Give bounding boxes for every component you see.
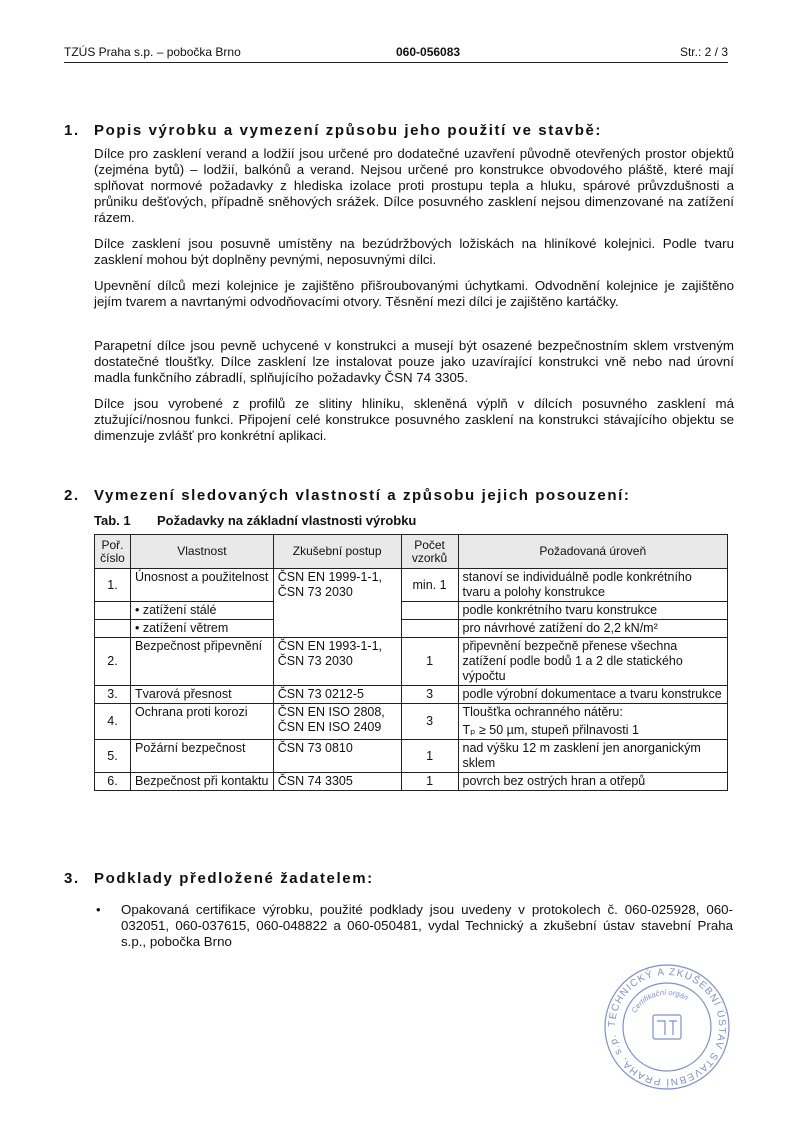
section3-title: Podklady předložené žadatelem: bbox=[94, 870, 374, 887]
row-subproperty: • zatížení stálé bbox=[130, 602, 273, 620]
requirements-table bbox=[94, 534, 728, 791]
row-sample-count: 1 bbox=[401, 773, 458, 791]
row-test-procedure: ČSN 74 3305 bbox=[273, 773, 401, 791]
table-row bbox=[95, 638, 728, 686]
header-cell-property: Vlastnost bbox=[130, 535, 273, 569]
row-requirement: pro návrhové zatížení do 2,2 kN/m² bbox=[458, 620, 727, 638]
row-number: 1. bbox=[95, 569, 131, 602]
row-property: Únosnost a použitelnost bbox=[130, 569, 273, 602]
section2-heading bbox=[64, 487, 630, 504]
row-subproperty: • zatížení větrem bbox=[130, 620, 273, 638]
header-cell-test-procedure: Zkušební postup bbox=[273, 535, 401, 569]
section1-paragraph-1: Dílce pro zasklení verand a lodžií jsou určené pro dodatečné uzavření původně otevřených prostor objektů (zejména bytů) – lodžií, balkónů a verand. Nejsou určené pro konstrukce obvodového pláště, které mají splňovat normové požadavky z hlediska izolace proti prostupu tepla a hluku, spárové průvzdušnosti a průniku dešťových, případně sněhových srážek. Dílce posuvného zasklení nejsou dimenzované na zatížení rázem. bbox=[94, 146, 734, 225]
table-row bbox=[95, 569, 728, 602]
row-property: Bezpečnost při kontaktu bbox=[130, 773, 273, 791]
row-property: Ochrana proti korozi bbox=[130, 704, 273, 740]
section1-title: Popis výrobku a vymezení způsobu jeho použití ve stavbě: bbox=[94, 122, 603, 139]
section3-bullet-text: Opakovaná certifikace výrobku, použité podklady jsou uvedeny v protokolech č. 060-025928, 060-032051, 060-037615, 060-048822 a 060-050481, vydal Technický a zkušební ústav stavební Praha s.p., pobočka Brno bbox=[121, 902, 733, 949]
stamp-outer-text: TECHNICKÝ A ZKUŠEBNÍ ÚSTAV STAVEBNÍ PRAHA, s.p. bbox=[606, 966, 728, 1088]
section2-title: Vymezení sledovaných vlastností a způsobu jejich posouzení: bbox=[94, 487, 631, 504]
row-test-procedure: ČSN EN 1993-1-1, ČSN 73 2030 bbox=[273, 638, 401, 686]
table-row bbox=[95, 620, 728, 638]
header-cell-order: Poř. číslo bbox=[95, 535, 131, 569]
header-organization: TZÚS Praha s.p. – pobočka Brno bbox=[64, 45, 241, 59]
section1-heading bbox=[64, 122, 602, 139]
row-number: 2. bbox=[95, 638, 131, 686]
row-property: Požární bezpečnost bbox=[130, 740, 273, 773]
row-requirement-line: Tloušťka ochranného nátěru: bbox=[462, 705, 623, 719]
row-requirement: stanoví se individuálně podle konkrétního tvaru a polohy konstrukce bbox=[458, 569, 727, 602]
row-requirement bbox=[458, 704, 727, 740]
table-row bbox=[95, 686, 728, 704]
header-document-number: 060-056083 bbox=[396, 45, 461, 59]
section1-paragraph-3: Upevnění dílců mezi kolejnice je zajištěno přišroubovanými úchytkami. Odvodnění kolejnice je zajištěno jejím tvarem a navrtanými odvodňovacími otvory. Těsnění mezi dílci je zajištěno kartáčky. bbox=[94, 278, 734, 309]
row-sample-count: min. 1 bbox=[401, 569, 458, 602]
section1-paragraph-2: Dílce zasklení jsou posuvně umístěny na bezúdržbových ložiskách na hliníkové kolejnici. Podle tvaru zasklení mohou být doplněny pevnými, neposuvnými dílci. bbox=[94, 236, 734, 267]
row-requirement: nad výšku 12 m zasklení jen anorganickým sklem bbox=[458, 740, 727, 773]
stamp-inner-text: Certifikační orgán bbox=[629, 987, 690, 1015]
svg-text:Certifikační orgán bbox=[629, 988, 689, 1015]
header-cell-required-level: Požadovaná úroveň bbox=[458, 535, 727, 569]
row-test-procedure: ČSN EN 1999-1-1, ČSN 73 2030 bbox=[273, 569, 401, 638]
row-number: 4. bbox=[95, 704, 131, 740]
row-test-procedure: ČSN 73 0810 bbox=[273, 740, 401, 773]
bullet-icon: • bbox=[96, 902, 101, 917]
row-property: Bezpečnost připevnění bbox=[130, 638, 273, 686]
table-caption-text: Požadavky na základní vlastnosti výrobku bbox=[157, 513, 417, 528]
table-caption bbox=[94, 513, 416, 528]
row-sample-count: 1 bbox=[401, 740, 458, 773]
section3-number: 3. bbox=[64, 870, 80, 887]
row-test-procedure: ČSN 73 0212-5 bbox=[273, 686, 401, 704]
section3-heading bbox=[64, 870, 374, 887]
row-test-line: ČSN EN ISO 2808, bbox=[277, 705, 385, 719]
section1-paragraph-5: Dílce jsou vyrobené z profilů ze slitiny hliníku, skleněná výplň v dílcích posuvného zasklení má ztužující/nosnou funkci. Připojení celé konstrukce posuvného zasklení na konstrukci stávajícího objektu se dimenzuje zvlášť pro konkrétní aplikaci. bbox=[94, 396, 734, 443]
row-sample-count: 1 bbox=[401, 638, 458, 686]
row-requirement: povrch bez ostrých hran a otřepů bbox=[458, 773, 727, 791]
row-sample-count: 3 bbox=[401, 686, 458, 704]
page-header bbox=[64, 44, 728, 63]
row-requirement: připevnění bezpečně přenese všechna zatížení podle bodů 1 a 2 dle statického výpočtu bbox=[458, 638, 727, 686]
header-cell-sample-count: Počet vzorků bbox=[401, 535, 458, 569]
row-number: 6. bbox=[95, 773, 131, 791]
table-row bbox=[95, 773, 728, 791]
row-number: 3. bbox=[95, 686, 131, 704]
row-number: 5. bbox=[95, 740, 131, 773]
row-requirement: podle konkrétního tvaru konstrukce bbox=[458, 602, 727, 620]
row-test-line: ČSN EN ISO 2409 bbox=[277, 720, 382, 734]
section2-number: 2. bbox=[64, 487, 80, 504]
row-property: Tvarová přesnost bbox=[130, 686, 273, 704]
table-row bbox=[95, 704, 728, 740]
certification-stamp bbox=[603, 963, 731, 1091]
section1-number: 1. bbox=[64, 122, 80, 139]
table-row bbox=[95, 602, 728, 620]
section1-paragraph-4: Parapetní dílce jsou pevně uchycené v konstrukci a musejí být osazené bezpečnostním sklem vrstveným dostatečné tloušťky. Dílce zasklení lze instalovat pouze jako uzavírající konstrukci vně nebo nad úrovní madla funkčního zábradlí, splňujícího požadavky ČSN 74 3305. bbox=[94, 338, 734, 385]
table-row bbox=[95, 740, 728, 773]
row-requirement: podle výrobní dokumentace a tvaru konstrukce bbox=[458, 686, 727, 704]
table-header-row bbox=[95, 535, 728, 569]
header-page-number: Str.: 2 / 3 bbox=[679, 45, 728, 59]
row-sample-count: 3 bbox=[401, 704, 458, 740]
row-requirement-line: Tₚ ≥ 50 µm, stupeň přilnavosti 1 bbox=[462, 723, 639, 737]
table-caption-number: Tab. 1 bbox=[94, 513, 131, 528]
row-test-procedure bbox=[273, 704, 401, 740]
